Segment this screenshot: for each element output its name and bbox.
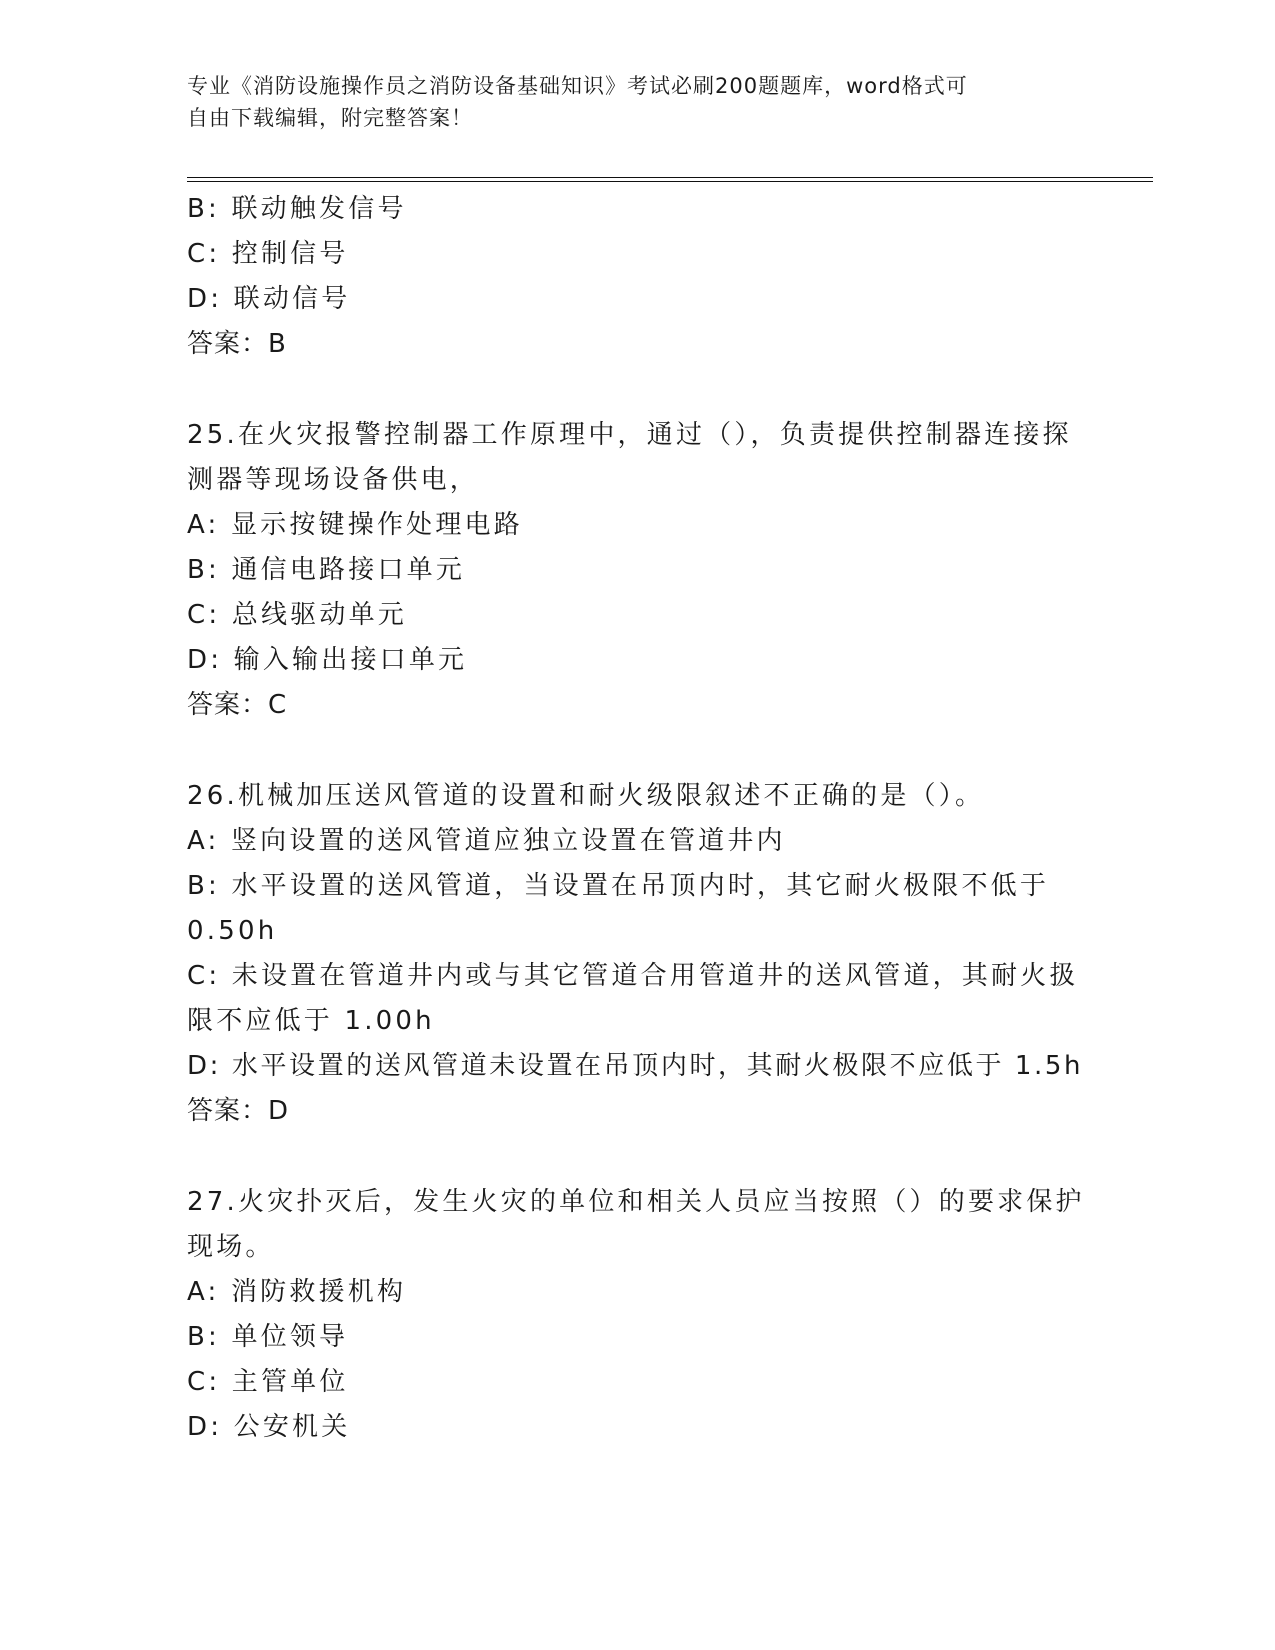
option-c: C: 控制信号 [187,239,349,269]
answer-line [187,683,1087,728]
option-d: D: 输入输出接口单元 [187,645,468,675]
option-d: D: 公安机关 [187,1412,351,1442]
answer-label: 答案： [187,1096,269,1126]
option-b: B: 联动触发信号 [187,194,407,224]
question-stem: 26.机械加压送风管道的设置和耐火级限叙述不正确的是（）。 [187,781,985,811]
option-c-cont: 限不应低于 1.00h [187,1006,435,1036]
document-header [187,70,1087,134]
answer-value: B [268,329,287,359]
question-24-tail [187,187,1087,367]
answer-value: C [268,690,288,720]
option-a: A: 消防救援机构 [187,1277,407,1307]
answer-line [187,322,1087,367]
option-b: B: 通信电路接口单元 [187,555,466,585]
header-line-1: 专业《消防设施操作员之消防设备基础知识》考试必刷200题题库，word格式可 [187,74,968,98]
option-a: A: 竖向设置的送风管道应独立设置在管道井内 [187,826,786,856]
spacer [187,367,1087,413]
spacer [187,1134,1087,1180]
answer-value: D [268,1096,290,1126]
option-c: C: 未设置在管道井内或与其它管道合用管道井的送风管道，其耐火扱 [187,961,1079,991]
question-list [187,187,1087,1450]
question-stem: 25.在火灾报警控制器工作原理中，通过（），负责提供控制器连接探 [187,420,1072,450]
question-26 [187,774,1087,1134]
option-c: C: 主管单位 [187,1367,349,1397]
option-b: B: 水平设置的送风管道，当设置在吊顶内时，其它耐火极限不低于 [187,871,1050,901]
question-stem: 27.火灾扑灭后，发生火灾的单位和相关人员应当按照（）的要求保护 [187,1187,1085,1217]
option-b-cont: 0.50h [187,916,278,946]
question-stem-cont: 测器等现场设备供电， [187,465,480,495]
option-d: D: 水平设置的送风管道未设置在吊顶内时，其耐火极限不应低于 1.5h [187,1051,1084,1081]
option-d: D: 联动信号 [187,284,351,314]
question-25 [187,413,1087,728]
option-b: B: 单位领导 [187,1322,349,1352]
header-divider-top [187,177,1153,178]
option-c: C: 总线驱动单元 [187,600,407,630]
header-divider-bottom [187,181,1153,182]
question-27 [187,1180,1087,1450]
answer-line [187,1089,1087,1134]
answer-label: 答案： [187,690,269,720]
option-a: A: 显示按键操作处理电路 [187,510,523,540]
header-line-2: 自由下载编辑，附完整答案！ [187,106,473,130]
question-stem-cont: 现场。 [187,1232,275,1262]
spacer [187,728,1087,774]
answer-label: 答案： [187,329,269,359]
